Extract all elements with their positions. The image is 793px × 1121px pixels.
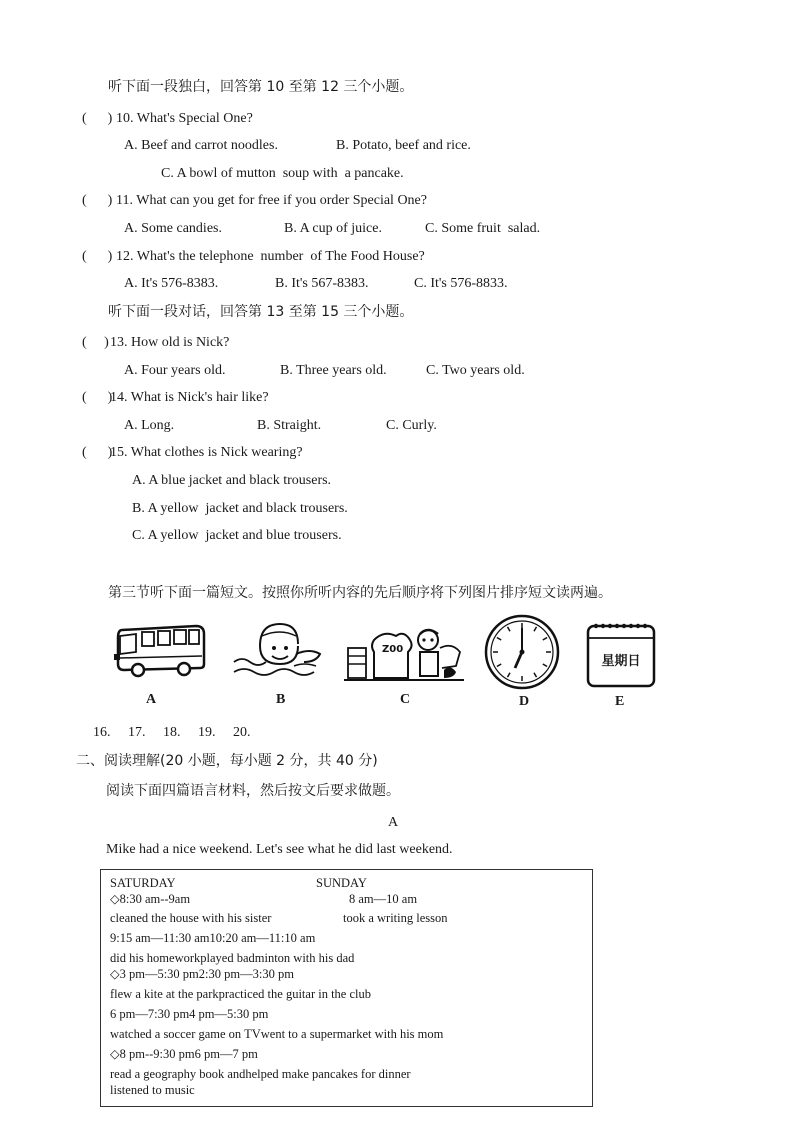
question-14: 14. What is Nick's hair like? [110, 390, 269, 405]
question-15: 15. What clothes is Nick wearing? [110, 445, 303, 460]
answer-blank-13[interactable]: ( ) [82, 335, 109, 350]
q15-option-a: A. A blue jacket and black trousers. [132, 473, 332, 488]
bus-icon [112, 620, 208, 680]
section-dialogue-heading: 听下面一段对话，回答第 13 至第 15 三个小题。 [108, 304, 414, 320]
answer-blank-12[interactable]: ( ) [82, 249, 113, 264]
schedule-line: took a writing lesson [343, 911, 448, 925]
question-13: 13. How old is Nick? [110, 335, 230, 350]
question-12: 12. What's the telephone number of The Food House? [116, 249, 425, 264]
section-three-heading: 第三节听下面一篇短文。按照你所听内容的先后顺序将下列图片排序短文读两遍。 [108, 585, 612, 601]
q14-option-c: C. Curly. [386, 418, 437, 433]
passage-intro: Mike had a nice weekend. Let's see what he did last weekend. [106, 842, 453, 857]
q10-option-a: A. Beef and carrot noodles. [124, 138, 278, 153]
question-11: 11. What can you get for free if you order Special One? [116, 193, 427, 208]
q13-option-b: B. Three years old. [280, 363, 387, 378]
swimmer-icon [230, 618, 326, 680]
schedule-line: cleaned the house with his sister [110, 911, 272, 925]
answer-blank-10[interactable]: ( ) [82, 111, 113, 126]
picture-label-a: A [146, 692, 157, 707]
part-two-instruction: 阅读下面四篇语言材料，然后按文后要求做题。 [106, 783, 400, 799]
clock-icon [484, 614, 560, 690]
schedule-line: ◇8 pm--9:30 pm6 pm—7 pm [110, 1047, 258, 1061]
q10-option-c: C. A bowl of mutton soup with a pancake. [161, 166, 404, 181]
calendar-icon [586, 620, 656, 688]
schedule-line: did his homeworkplayed badminton with his dad [110, 951, 355, 965]
picture-label-e: E [615, 694, 625, 709]
passage-letter: A [388, 815, 399, 830]
q10-option-b: B. Potato, beef and rice. [336, 138, 471, 153]
q14-option-a: A. Long. [124, 418, 175, 433]
q15-option-b: B. A yellow jacket and black trousers. [132, 501, 348, 516]
part-two-title: 二、阅读理解(20 小题，每小题 2 分，共 40 分) [76, 753, 378, 769]
schedule-line: flew a kite at the parkpracticed the guitar in the club [110, 987, 371, 1001]
answer-blank-15[interactable]: ( ) [82, 445, 113, 460]
sunday-header: SUNDAY [316, 876, 367, 890]
schedule-line: ◇8:30 am--9am [110, 892, 191, 906]
q12-option-a: A. It's 576-8383. [124, 276, 219, 291]
schedule-line: 6 pm—7:30 pm4 pm—5:30 pm [110, 1007, 269, 1021]
question-10: 10. What's Special One? [116, 111, 253, 126]
q11-option-b: B. A cup of juice. [284, 221, 382, 236]
schedule-box [100, 869, 593, 1107]
schedule-line: listened to music [110, 1083, 195, 1097]
q14-option-b: B. Straight. [257, 418, 322, 433]
schedule-line: watched a soccer game on TVwent to a supermarket with his mom [110, 1027, 444, 1041]
schedule-line: read a geography book andhelped make pancakes for dinner [110, 1067, 411, 1081]
q11-option-c: C. Some fruit salad. [425, 221, 541, 236]
q13-option-c: C. Two years old. [426, 363, 525, 378]
q12-option-c: C. It's 576-8833. [414, 276, 508, 291]
schedule-line: 9:15 am—11:30 am10:20 am—11:10 am [110, 931, 316, 945]
picture-label-c: C [400, 692, 411, 707]
zoo-icon [344, 622, 464, 684]
calendar-text: 星期日 [601, 654, 641, 669]
picture-label-b: B [276, 692, 286, 707]
saturday-header: SATURDAY [110, 876, 176, 890]
q11-option-a: A. Some candies. [124, 221, 222, 236]
schedule-line: 8 am—10 am [349, 892, 418, 906]
section-monologue-heading: 听下面一段独白，回答第 10 至第 12 三个小题。 [108, 79, 414, 95]
q12-option-b: B. It's 567-8383. [275, 276, 369, 291]
svg-text:Z00: Z00 [382, 644, 404, 655]
picture-label-d: D [519, 694, 530, 709]
schedule-line: ◇3 pm—5:30 pm2:30 pm—3:30 pm [110, 967, 294, 981]
q15-option-c: C. A yellow jacket and blue trousers. [132, 528, 342, 543]
answer-numbers: 16. 17. 18. 19. 20. [93, 725, 251, 740]
q13-option-a: A. Four years old. [124, 363, 226, 378]
answer-blank-11[interactable]: ( ) [82, 193, 113, 208]
answer-blank-14[interactable]: ( ) [82, 390, 113, 405]
